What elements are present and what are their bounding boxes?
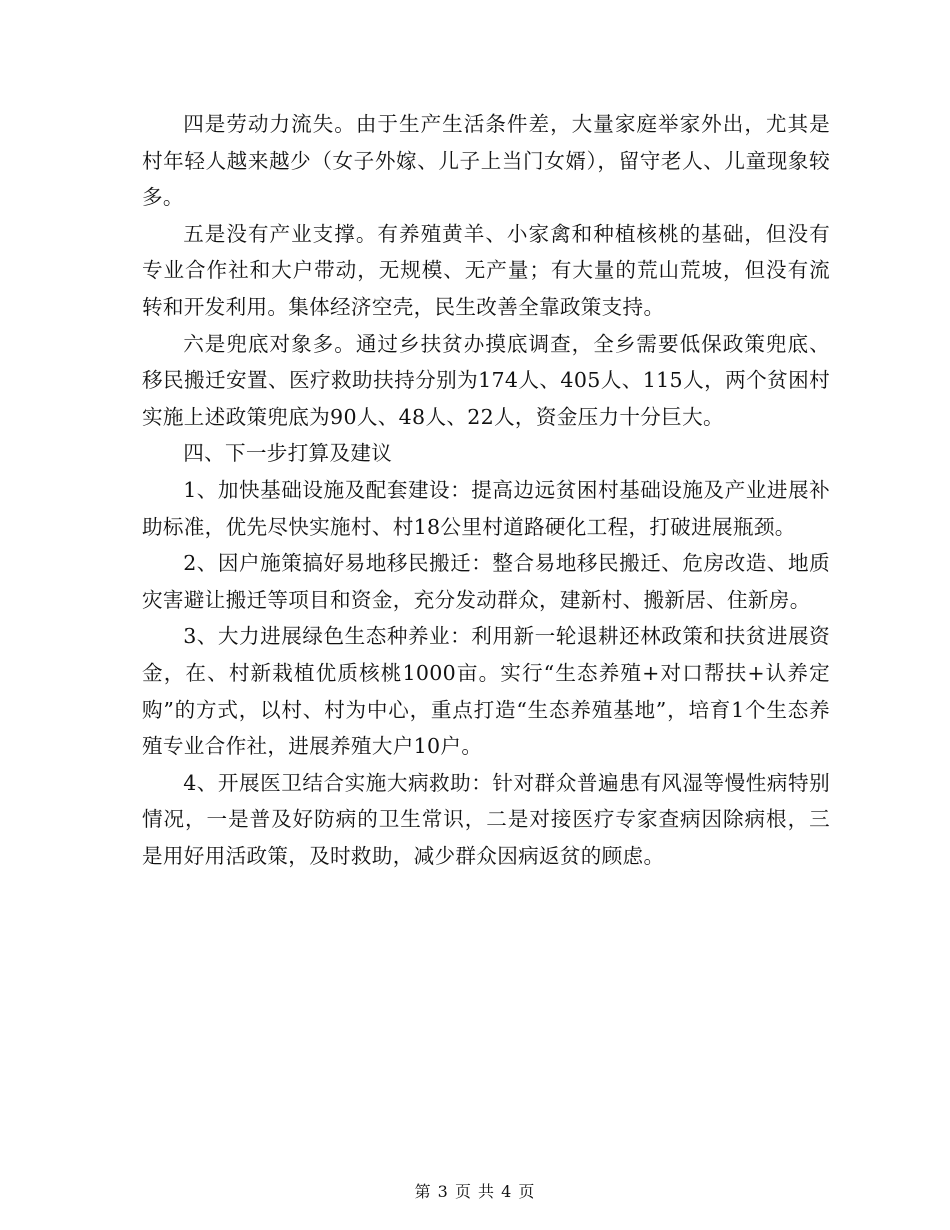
paragraph-medical-aid: 4、开展医卫结合实施大病救助：针对群众普遍患有风湿等慢性病特别情况，一是普及好防病的卫生常识，二是对接医疗专家查病因除病根，三是用好用活政策，及时救助，减少群众因病返贫的顾虑。	[142, 770, 830, 868]
paragraph-green-farming: 3、大力进展绿色生态种养业：利用新一轮退耕还林政策和扶贫进展资金，在、村新栽植优质核桃1000亩。实行“生态养殖+对口帮扶+认养定购”的方式，以村、村为中心，重点打造“生态养殖基地”，培育1个生态养殖专业合作社，进展养殖大户10户。	[142, 624, 830, 759]
section-heading-next-steps: 四、下一步打算及建议	[183, 441, 393, 466]
document-body	[142, 106, 830, 874]
page-footer: 第 3 页 共 4 页	[414, 1182, 536, 1201]
paragraph-relocation: 2、因户施策搞好易地移民搬迁：整合易地移民搬迁、危房改造、地质灾害避让搬迁等项目和资金，充分发动群众，建新村、搬新居、住新房。	[142, 551, 830, 612]
paragraph-safety-net: 六是兜底对象多。通过乡扶贫办摸底调查，全乡需要低保政策兜底、移民搬迁安置、医疗救助扶持分别为174人、405人、115人，两个贫困村实施上述政策兜底为90人、48人、22人，资金压力十分巨大。	[142, 331, 830, 429]
paragraph-industry-support: 五是没有产业支撑。有养殖黄羊、小家禽和种植核桃的基础，但没有专业合作社和大户带动，无规模、无产量；有大量的荒山荒坡，但没有流转和开发利用。集体经济空壳，民生改善全靠政策支持。	[142, 221, 830, 319]
paragraph-infrastructure: 1、加快基础设施及配套建设：提高边远贫困村基础设施及产业进展补助标准，优先尽快实施村、村18公里村道路硬化工程，打破进展瓶颈。	[142, 477, 830, 539]
paragraph-labor-loss: 四是劳动力流失。由于生产生活条件差，大量家庭举家外出，尤其是村年轻人越来越少（女子外嫁、儿子上当门女婿），留守老人、儿童现象较多。	[142, 112, 830, 210]
